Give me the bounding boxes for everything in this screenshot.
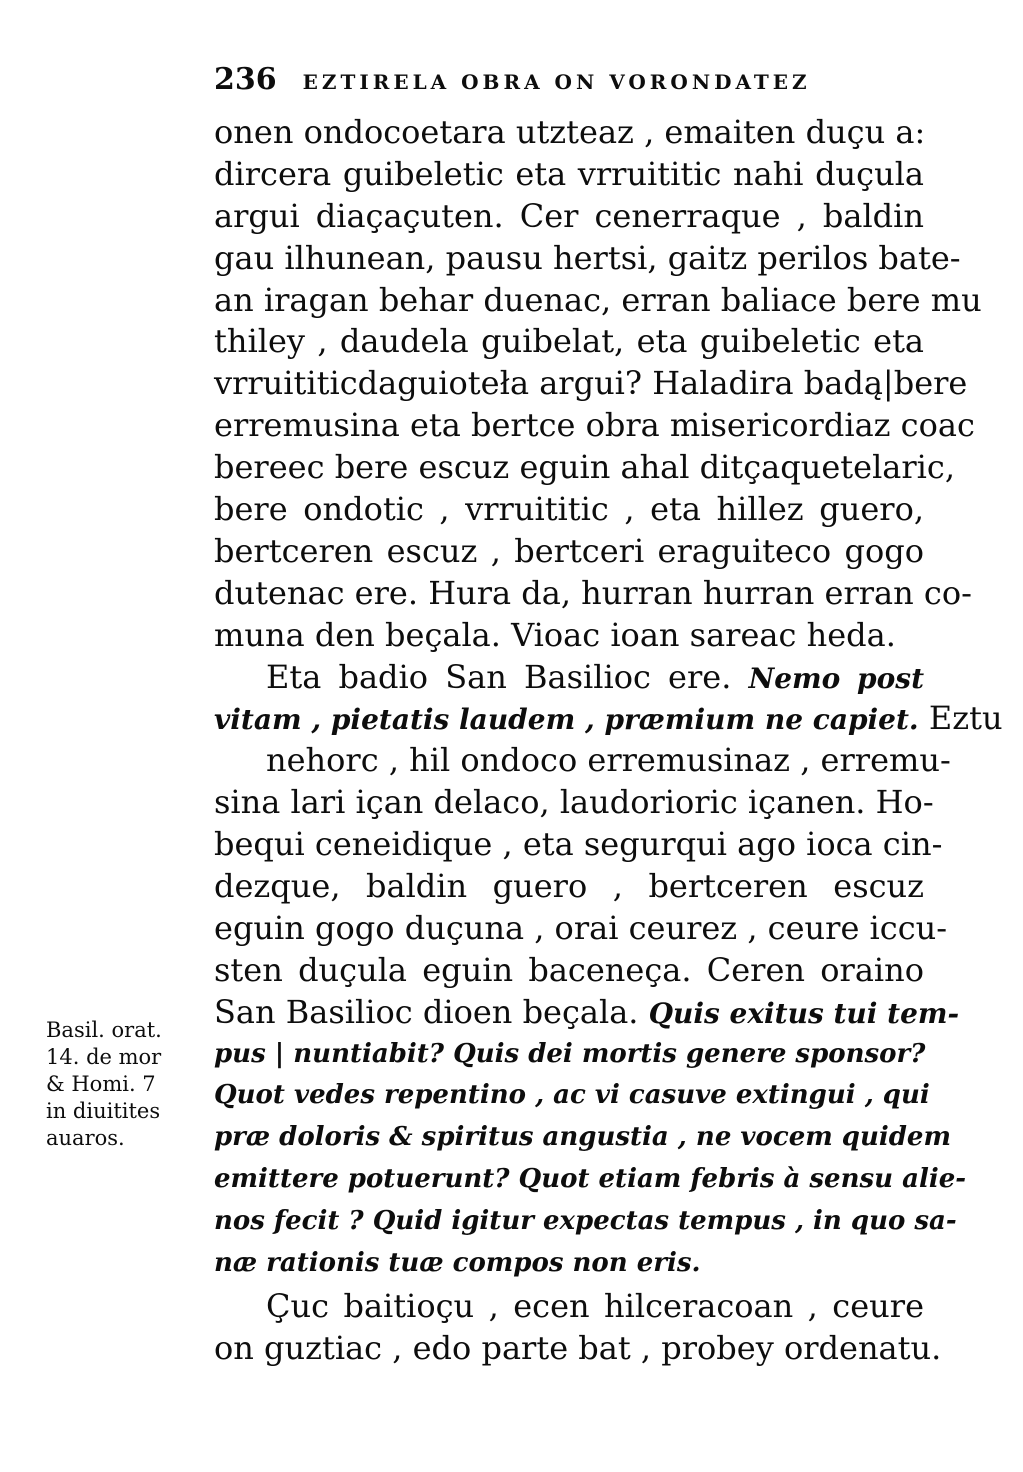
text-line: bereec bere escuz eguin ahal ditçaquetelaric, <box>214 448 955 487</box>
running-title: EZTIRELA OBRA ON VORONDATEZ <box>302 70 811 94</box>
text-line: muna den beçala. Vioac ioan sareac heda. <box>214 615 896 654</box>
text-line: dutenac ere. Hura da, hurran hurran erran co- <box>214 573 972 612</box>
text-line-with-latin <box>214 992 960 1034</box>
closing-paragraph <box>214 1286 942 1370</box>
page-number: 236 <box>214 62 277 97</box>
text-line: bere ondotic , vrruititic , eta hillez guero, <box>214 490 924 529</box>
margin-note-line: Basil. orat. <box>46 1018 162 1042</box>
latin-quote: Nemo post <box>748 661 925 695</box>
text-line: eguin gogo duçuna , orai ceurez , ceure iccu- <box>214 908 948 947</box>
text-line: thiley , daudela guibelat, eta guibeletic eta <box>214 322 924 361</box>
text-line: onen ondocoetara utzteaz , emaiten duçu a: <box>214 113 926 151</box>
text-line: gau ilhunean, pausu hertsi, gaitz perilos bate- <box>214 238 961 277</box>
text-run: Eta badio San Basilioc ere. <box>266 657 732 696</box>
text-line: an iragan behar duenac, erran baliace bere mu <box>214 280 982 319</box>
latin-quote-line: emittere potuerunt? Quot etiam febris à sensu alie- <box>214 1164 967 1195</box>
margin-note-line: auaros. <box>46 1126 125 1150</box>
latin-quote-line: pus | nuntiabit? Quis dei mortis genere sponsor? <box>214 1038 926 1069</box>
margin-note-line: & Homi. 7 <box>46 1072 156 1096</box>
text-line: dircera guibeletic eta vrruititic nahi duçula <box>214 154 924 193</box>
latin-quote: vitam , pietatis laudem , præmium ne capiet. <box>214 703 919 737</box>
latin-quote-line: præ doloris & spiritus angustia , ne vocem quidem <box>214 1122 951 1153</box>
text-line: bertceren escuz , bertceri eraguiteco gogo <box>214 531 924 570</box>
text-run: San Basilioc dioen beçala. <box>214 992 639 1031</box>
text-line: nehorc , hil ondoco erremusinaz , erremu- <box>266 741 951 780</box>
text-line: bequi ceneidique , eta segurqui ago ioca cin- <box>214 825 943 864</box>
main-text <box>214 112 1003 1285</box>
margin-note-line: in diuitites <box>46 1099 161 1123</box>
text-line-with-latin <box>214 698 1003 740</box>
text-line: sten duçula eguin baceneça. Ceren oraino <box>214 950 924 989</box>
text-line: on guztiac , edo parte bat , probey ordenatu. <box>214 1328 942 1367</box>
margin-note <box>46 1017 196 1152</box>
latin-quote-line: næ rationis tuæ compos non eris. <box>214 1248 701 1279</box>
text-line-with-latin <box>214 657 924 699</box>
text-run: Eztu <box>928 699 1003 738</box>
text-line: sina lari içan delaco, laudorioric içanen. Ho- <box>214 783 934 822</box>
latin-quote-line: nos fecit ? Quid igitur expectas tempus , in quo sa- <box>214 1206 957 1237</box>
running-head <box>214 62 934 96</box>
latin-quote: Quis exitus tui tem- <box>648 996 960 1030</box>
text-line: erremusina eta bertce obra misericordiaz coac <box>214 406 975 445</box>
text-line: Çuc baitioçu , ecen hilceracoan , ceure <box>266 1287 924 1325</box>
text-line: argui diaçaçuten. Cer cenerraque , baldin <box>214 196 924 235</box>
margin-note-line: 14. de mor <box>46 1045 162 1069</box>
text-line: dezque, baldin guero , bertceren escuz <box>214 867 924 906</box>
latin-quote-line: Quot vedes repentino , ac vi casuve extingui , qui <box>214 1080 930 1111</box>
text-line: vrruititicdaguioteła argui? Haladira badą|bere <box>214 364 968 403</box>
